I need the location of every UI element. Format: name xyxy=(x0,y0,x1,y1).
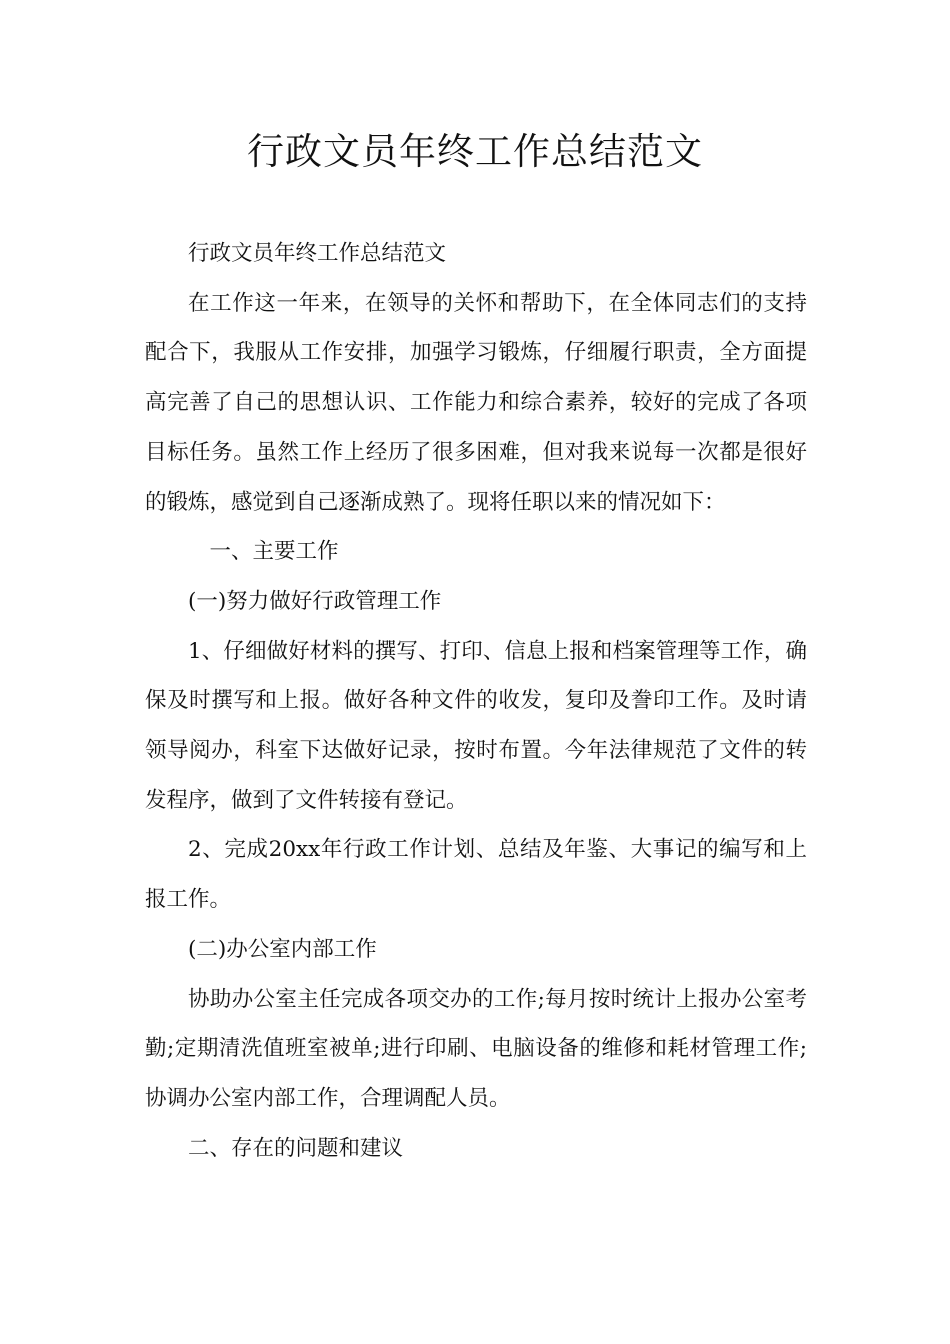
section-heading-main-work: 一、主要工作 xyxy=(209,539,339,565)
document-title: 行政文员年终工作总结范文 xyxy=(247,130,703,173)
body-paragraph-item-1: 1、仔细做好材料的撰写、打印、信息上报和档案管理等工作，确保及时撰写和上报。做好各种文件的收发，复印及誊印工作。及时请领导阅办，科室下达做好记录，按时布置。今年法律规范了文件的转发程序，做到了文件转接有登记。 xyxy=(145,638,807,813)
subsection-heading-admin: (一)努力做好行政管理工作 xyxy=(188,588,442,614)
document-body xyxy=(145,229,807,1173)
body-paragraph-office: 协助办公室主任完成各项交办的工作;每月按时统计上报办公室考勤;定期清洗值班室被单;进行印刷、电脑设备的维修和耗材管理工作;协调办公室内部工作，合理调配人员。 xyxy=(145,986,807,1111)
body-paragraph-item-2: 2、完成20xx年行政工作计划、总结及年鉴、大事记的编写和上报工作。 xyxy=(145,837,807,913)
subtitle-paragraph: 行政文员年终工作总结范文 xyxy=(188,241,447,266)
section-heading-issues: 二、存在的问题和建议 xyxy=(188,1135,404,1161)
subsection-heading-office: (二)办公室内部工作 xyxy=(188,936,377,962)
intro-paragraph: 在工作这一年来，在领导的关怀和帮助下，在全体同志们的支持配合下，我服从工作安排，加强学习锻炼，仔细履行职责，全方面提高完善了自己的思想认识、工作能力和综合素养，较好的完成了各项目标任务。虽然工作上经历了很多困难，但对我来说每一次都是很好的锻炼，感觉到自己逐渐成熟了。现将任职以来的情况如下： xyxy=(145,290,807,515)
